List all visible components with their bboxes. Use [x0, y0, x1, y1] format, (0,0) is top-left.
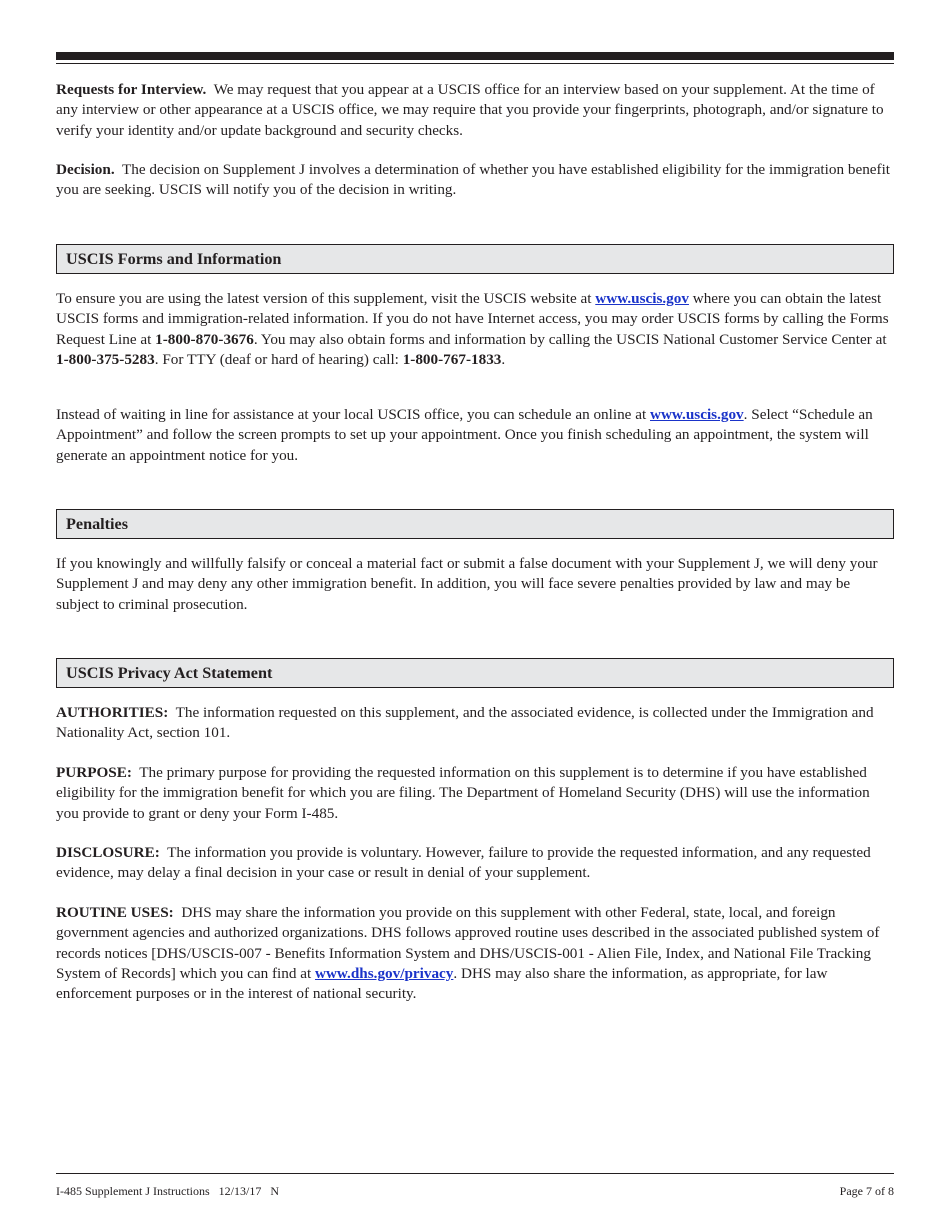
routine-uses-label: ROUTINE USES:	[56, 904, 174, 921]
privacy-section-title: USCIS Privacy Act Statement	[66, 664, 273, 682]
privacy-section-header	[56, 658, 894, 688]
authorities-paragraph	[56, 703, 894, 744]
top-thick-rule	[56, 52, 894, 60]
footer-form-id: I-485 Supplement J Instructions 12/13/17 N	[56, 1184, 279, 1198]
forms-info-paragraph-1	[56, 289, 894, 370]
authorities-label: AUTHORITIES:	[56, 704, 169, 721]
uscis-appointment-link[interactable]: www.uscis.gov	[649, 406, 744, 423]
decision-text: The decision on Supplement J involves a determination of whether you have established eligibility for the immigration benefit you are seeking. USCIS will notify you of the decision in writing.	[56, 161, 891, 199]
authorities-text: The information requested on this supplement, and the associated evidence, is collected under the Immigration and Nationality Act, section 101.	[56, 704, 874, 742]
forms-info-section-header	[56, 244, 894, 274]
penalties-section-title: Penalties	[66, 515, 129, 533]
appointment-text-b: . Select “Schedule an Appointment” and follow the screen prompts to set up your appointment. Once you finish scheduling an appointment, the system will generate an appointment notice for you.	[56, 406, 873, 464]
decision-paragraph	[56, 160, 894, 201]
routine-uses-text-a: DHS may share the information you provide on this supplement with other Federal, state, local, and foreign government agencies and authorized organizations. DHS follows approved routine uses described in the associated published system of records notices [DHS/USCIS-007 - Benefits Information System and DHS/USCIS-001 - Alien File, Index, and National File Tracking System of Records] which you can find at	[56, 904, 880, 982]
penalties-paragraph: If you knowingly and willfully falsify or conceal a material fact or submit a false document with your Supplement J, we will deny your Supplement J and may deny any other immigration benefit. In addition, you will face severe penalties provided by law and may be subject to criminal prosecution.	[56, 555, 878, 613]
forms-info-text-e: .	[501, 350, 506, 368]
ncsc-phone: 1-800-375-5283	[56, 350, 155, 368]
top-thin-rule	[56, 63, 894, 64]
penalties-section-header	[56, 509, 894, 539]
uscis-website-link[interactable]: www.uscis.gov	[595, 290, 689, 307]
forms-info-text-d: . For TTY (deaf or hard of hearing) call:	[154, 350, 399, 368]
purpose-paragraph	[56, 763, 894, 824]
routine-uses-text-b: . DHS may also share the information, as appropriate, for law enforcement purposes or in the interest of national security.	[56, 964, 828, 1003]
forms-info-text-b: where you can obtain the latest USCIS forms and immigration-related information. If you do not have Internet access, you may order USCIS forms by calling the Forms Request Line at	[56, 290, 889, 348]
purpose-label: PURPOSE:	[56, 764, 132, 781]
interview-heading: Requests for Interview.	[56, 81, 207, 98]
forms-info-paragraph-2	[56, 405, 894, 466]
footer-rule	[56, 1173, 894, 1174]
purpose-text: The primary purpose for providing the requested information on this supplement is to determine if you have established eligibility for the immigration benefit for which you are filing. The Department of Homeland Security (DHS) will use the information you provide to grant or deny your Form I-485.	[56, 764, 870, 822]
footer-page-number: Page 7 of 8	[839, 1184, 894, 1198]
dhs-privacy-link[interactable]: www.dhs.gov/privacy	[314, 964, 454, 982]
appointment-text-a: Instead of waiting in line for assistance at your local USCIS office, you can schedule an online at	[56, 406, 647, 423]
decision-heading: Decision.	[56, 161, 115, 178]
forms-info-text-c: . You may also obtain forms and information by calling the USCIS National Customer Service Center at	[253, 330, 887, 348]
forms-info-text-a: To ensure you are using the latest version of this supplement, visit the USCIS website at	[56, 290, 592, 307]
tty-phone: 1-800-767-1833	[402, 350, 502, 368]
interview-text: We may request that you appear at a USCIS office for an interview based on your supplement. At the time of any interview or other appearance at a USCIS office, we may require that you provide your fingerprints, photograph, and/or signature to verify your identity and/or update background and security checks.	[56, 81, 884, 139]
disclosure-label: DISCLOSURE:	[56, 844, 160, 861]
interview-paragraph	[56, 80, 894, 141]
disclosure-text: The information you provide is voluntary. However, failure to provide the requested information, and any requested evidence, may delay a final decision in your case or result in denial of your supplement.	[56, 844, 871, 882]
disclosure-paragraph	[56, 843, 894, 884]
forms-request-phone: 1-800-870-3676	[155, 330, 254, 348]
routine-uses-paragraph	[56, 903, 894, 1004]
forms-info-section-title: USCIS Forms and Information	[66, 250, 282, 268]
